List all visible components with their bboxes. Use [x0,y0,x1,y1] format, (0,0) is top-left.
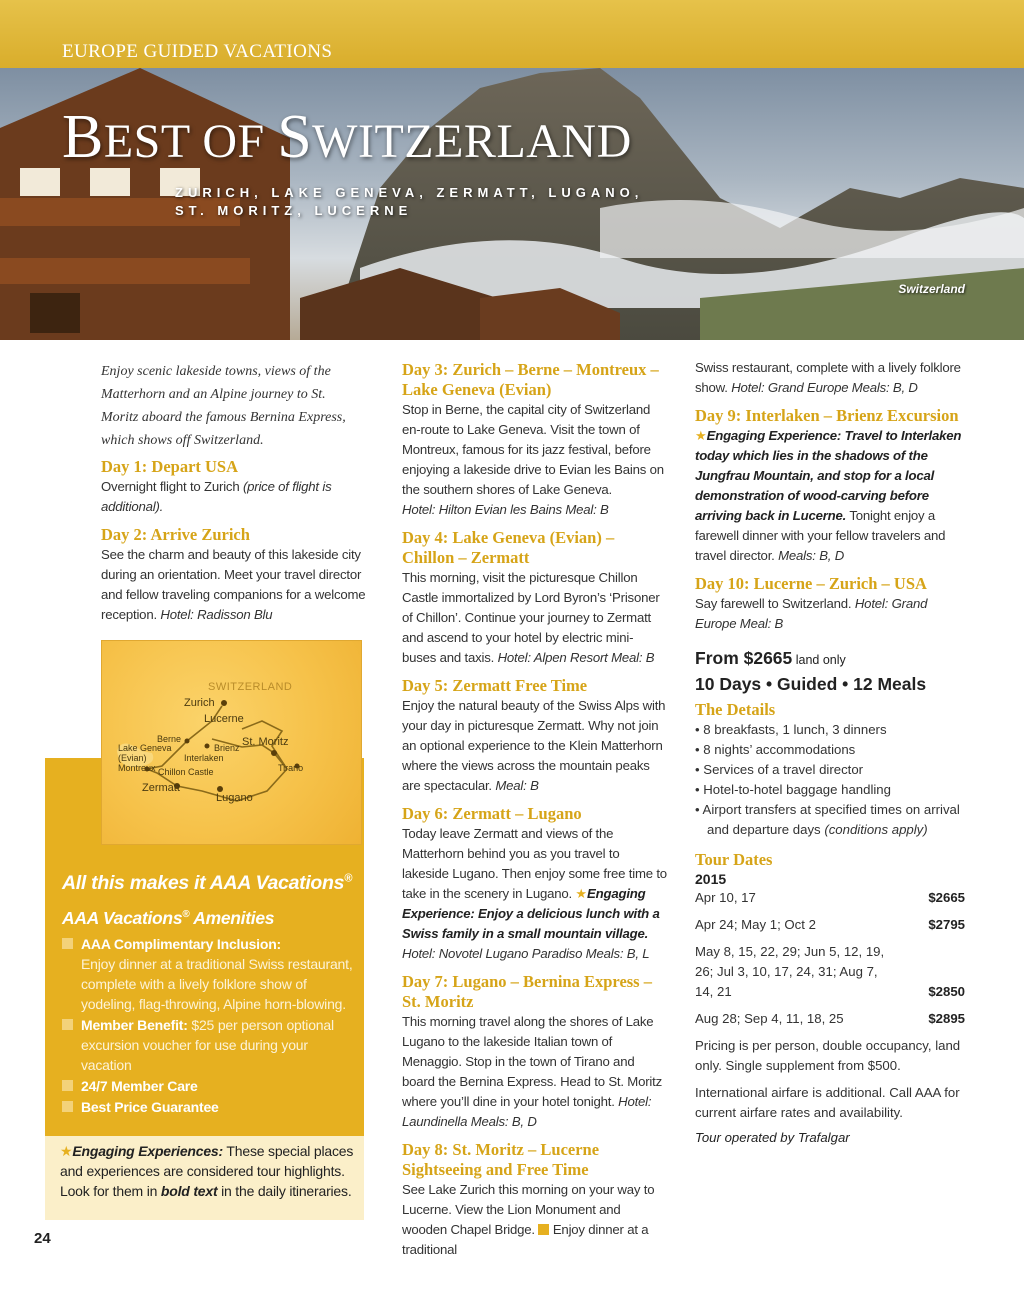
map-label-berne: Berne [157,734,182,744]
date-row: May 8, 15, 22, 29; Jun 5, 12, 19, 26; Jul 3, 10, 17, 24, 31; Aug 7, 14, 21 $2850 [695,944,965,999]
map-country-label: SWITZERLAND [208,681,293,693]
day-2-text: See the charm and beauty of this lakeside city during an orientation. Meet your travel director and fellow traveling companions for a welcome reception. Hotel: Radisson Blu [101,547,366,622]
map-label-st-moritz: St. Moritz [242,736,289,748]
date-row: Apr 10, 17 $2665 [695,890,965,905]
map-label-brienz: Brienz [214,743,240,753]
day-9-heading: Day 9: Interlaken – Brienz Excursion [695,406,959,425]
aaa-square-icon [538,1224,549,1235]
day-1-heading: Day 1: Depart USA [101,457,239,476]
intro-text: Enjoy scenic lakeside towns, views of the Matterhorn and an Alpine journey to St. Moritz aboard the famous Bernina Express, which shows off Switzerland. [101,364,346,448]
day-2-heading: Day 2: Arrive Zurich [101,525,250,544]
map-label-chillon: Chillon Castle [158,767,214,777]
star-icon: ★ [575,886,588,901]
day-1-text: Overnight flight to Zurich (price of flight is additional). [101,479,332,514]
day-6-heading: Day 6: Zermatt – Lugano [402,804,582,823]
day-3-heading: Day 3: Zurich – Berne – Montreux – Lake Geneva (Evian) [402,360,659,399]
day-7-text: This morning travel along the shores of Lake Lugano to the lakeside Italian town of Menaggio. Stop in the town of Tirano and board the Bernina Express. Head to St. Moritz where you’ll dine in your hotel tonight. Hotel: Laundinella Meals: B, D [402,1014,663,1129]
day-4-heading: Day 4: Lake Geneva (Evian) – Chillon – Zermatt [402,528,615,567]
details-heading: The Details [695,700,776,719]
list-item: • Hotel-to-hotel baggage handling [695,782,891,797]
subtitle-line-1: ZURICH, LAKE GENEVA, ZERMATT, LUGANO, [175,185,644,200]
date-row: Aug 28; Sep 4, 11, 18, 25 $2895 [695,1011,965,1026]
airfare-note: International airfare is additional. Call AAA for current airfare rates and availability. [695,1085,960,1120]
aaa-amenities-heading: AAA Vacations® Amenities [62,908,275,928]
list-item: AAA Complimentary Inclusion: Enjoy dinner at a traditional Swiss restaurant, complete with a lively folklore show of yodeling, flag-throwing, Alpine horn-blowing. [62,934,354,1014]
page-number: 24 [34,1230,51,1247]
day-5-heading: Day 5: Zermatt Free Time [402,676,588,695]
map-label-montreux: Montreux [118,763,156,773]
engaging-experiences-text: ★Engaging Experiences: These special places and experiences are considered tour highlights. Look for them in bold text in the daily itineraries. [60,1143,354,1199]
day-6-text: Today leave Zermatt and views of the Matterhorn behind you as you travel to lakeside Lugano. Then enjoy some free time to take in the scenery in Lugano. ★Engaging Experience: Enjoy a delicious lunch with a Swiss family in a small mountain village. Hotel: Novotel Lugano Paradiso Meals: B, L [402,826,667,961]
map-label-tirano: Tirano [278,763,304,773]
list-item: Best Price Guarantee [62,1097,354,1117]
day-4-text: This morning, visit the picturesque Chillon Castle immortalized by Lord Byron’s ‘Prisoner of Chillon’. Continue your journey to Zermatt and ascend to your hotel by electric mini-buses and taxis. Hotel: Alpen Resort Meal: B [402,570,660,665]
day-10-text: Say farewell to Switzerland. Hotel: Grand Europe Meal: B [695,596,928,631]
map-label-zurich: Zurich [184,697,215,709]
map-label-zermatt: Zermatt [142,782,180,794]
destinations-subtitle [175,184,643,220]
page-title: BEST OF SWITZERLAND [62,103,632,171]
details-list [695,720,965,840]
subtitle-line-2: ST. MORITZ, LUCERNE [175,203,413,218]
photo-caption: Switzerland [898,282,965,296]
aaa-title: All this makes it AAA Vacations® [62,872,353,894]
star-icon: ★ [60,1143,73,1159]
section-label: EUROPE GUIDED VACATIONS [62,41,333,62]
map-label-lugano: Lugano [216,792,253,804]
day-8-heading: Day 8: St. Moritz – Lucerne Sightseeing and Free Time [402,1140,600,1179]
column-right [695,358,965,1145]
tour-operator: Tour operated by Trafalgar [695,1130,850,1145]
map-label-evian: (Evian) [118,753,147,763]
day-7-heading: Day 7: Lugano – Bernina Express – St. Moritz [402,972,652,1011]
list-item: • Services of a travel director [695,762,864,777]
column-left [101,360,366,633]
date-row: Apr 24; May 1; Oct 2 $2795 [695,917,965,932]
aaa-amenities-list [62,934,354,1118]
day-8-text: See Lake Zurich this morning on your way to Lucerne. View the Lion Monument and wooden Chapel Bridge. Enjoy dinner at a traditional [402,1182,655,1257]
column-middle [402,360,667,1260]
day-9-text: ★Engaging Experience: Travel to Interlaken today which lies in the shadows of the Jungfrau Mountain, and stop for a local demonstration of wood-carving before arriving back in Lucerne. Tonight enjoy a farewell dinner with your fellow travelers and travel director. Meals: B, D [695,428,962,563]
map-label-lucerne: Lucerne [204,713,244,725]
day-5-text: Enjoy the natural beauty of the Swiss Alps with your day in picturesque Zermatt. Why not join an optional experience to the Klein Matterhorn where the views across the mountain peaks are spectacular. Meal: B [402,698,666,793]
list-item: • Airport transfers at specified times on arrival and departure days (conditions apply) [695,802,960,837]
map-label-interlaken: Interlaken [184,753,224,763]
day-3-text: Stop in Berne, the capital city of Switzerland en-route to Lake Geneva. Visit the town of Montreux, famous for its jazz festival, before enjoying a lakeside drive to Evian les Bains on the southern shores of Lake Geneva. Hotel: Hilton Evian les Bains Meal: B [402,402,664,517]
tour-dates-heading: Tour Dates [695,850,773,869]
day-10-heading: Day 10: Lucerne – Zurich – USA [695,574,927,593]
pricing-note: Pricing is per person, double occupancy, land only. Single supplement from $500. [695,1038,961,1073]
price-from: From $2665 land only [695,648,846,668]
list-item: Member Benefit: $25 per person optional excursion voucher for use during your vacation [62,1015,354,1075]
tour-tagline: 10 Days • Guided • 12 Meals [695,674,927,694]
star-icon: ★ [695,428,707,443]
list-item: 24/7 Member Care [62,1076,354,1096]
day-8-continued-text: Swiss restaurant, complete with a lively folklore show. Hotel: Grand Europe Meals: B, D [695,360,961,395]
list-item: • 8 nights’ accommodations [695,742,856,757]
tour-year: 2015 [695,871,727,887]
list-item: • 8 breakfasts, 1 lunch, 3 dinners [695,722,887,737]
map-label-lake-geneva: Lake Geneva [118,743,172,753]
route-map [101,640,362,845]
